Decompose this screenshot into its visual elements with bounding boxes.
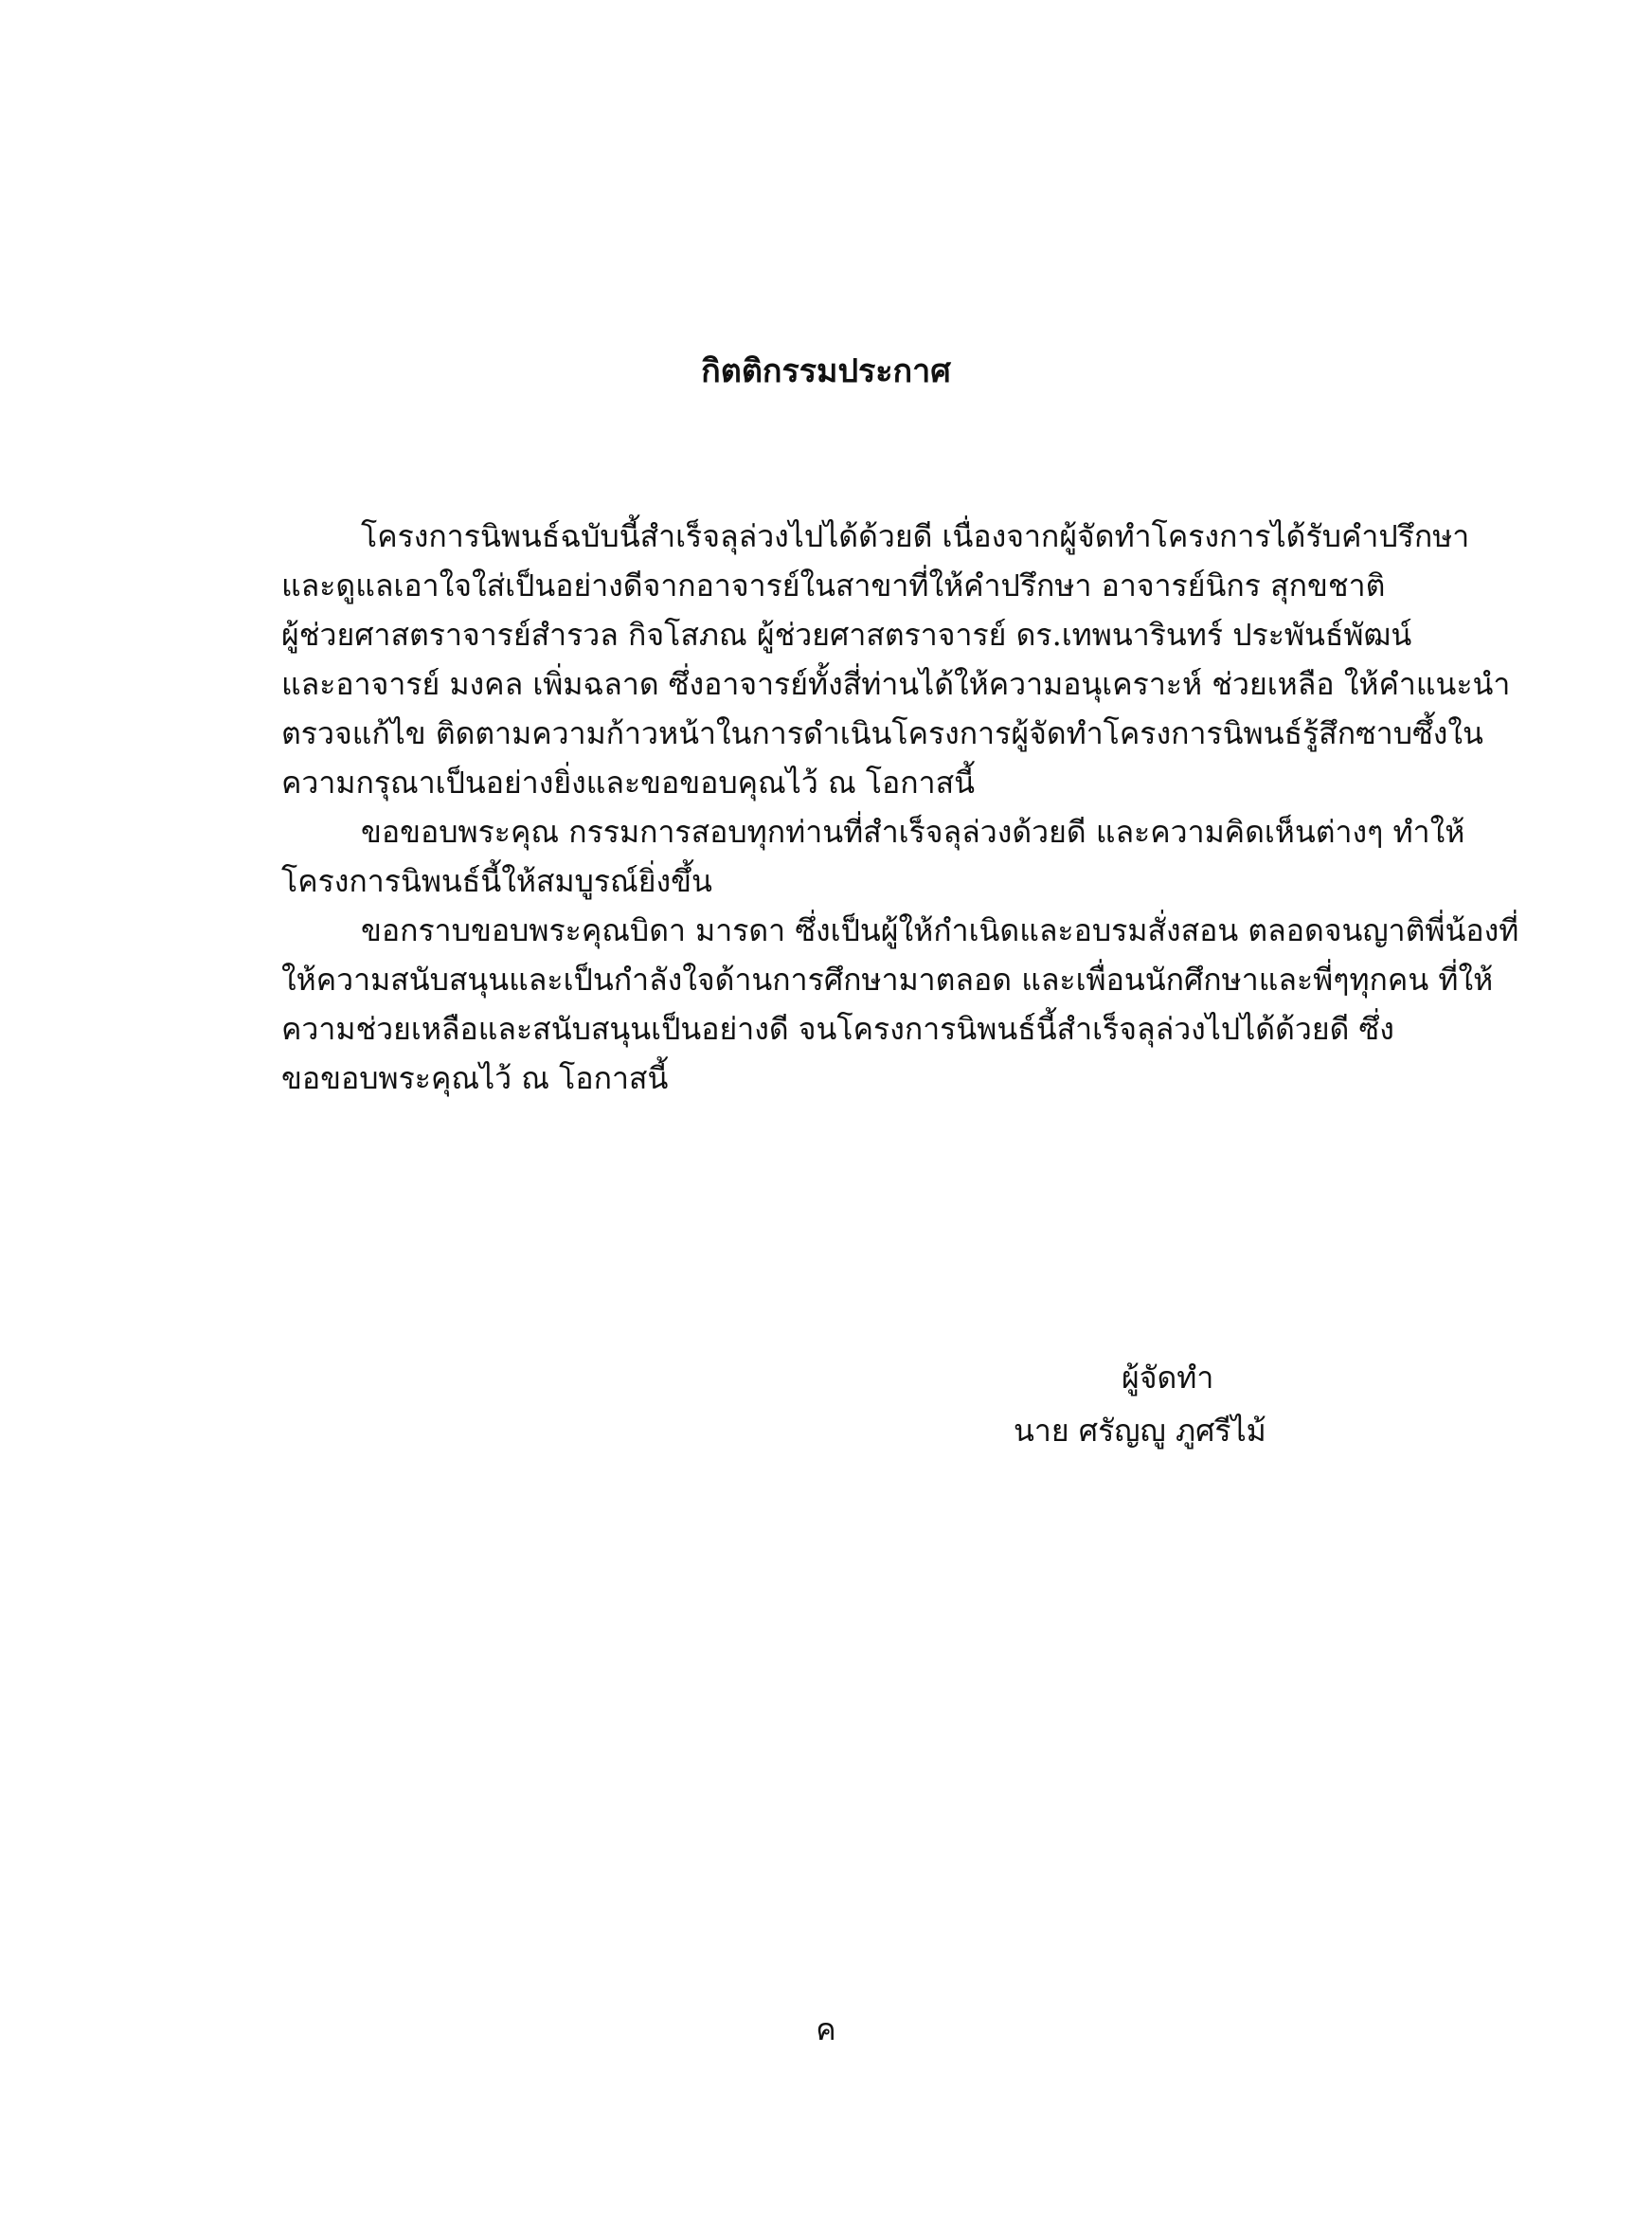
paragraph-line: โครงการนิพนธ์ฉบับนี้สำเร็จลุล่วงไปได้ด้วยดี เนื่องจากผู้จัดทำโครงการได้รับคำปรึกษา xyxy=(361,518,1470,554)
paragraph-line: ความกรุณาเป็นอย่างยิ่งและขอขอบคุณไว้ ณ โอกาสนี้ xyxy=(281,765,975,801)
paragraph-line: ให้ความสนับสนุนและเป็นกำลังใจด้านการศึกษามาตลอด และเพื่อนนักศึกษาและพี่ๆทุกคน ที่ให้ xyxy=(281,962,1494,998)
paragraph-line: ตรวจแก้ไข ติดตามความก้าวหน้าในการดำเนินโครงการผู้จัดทำโครงการนิพนธ์รู้สึกซาบซึ้งใน xyxy=(281,715,1483,751)
paragraph-line: ความช่วยเหลือและสนับสนุนเป็นอย่างดี จนโครงการนิพนธ์นี้สำเร็จลุล่วงไปได้ด้วยดี ซึ่ง xyxy=(281,1011,1394,1047)
paragraph-line: ผู้ช่วยศาสตราจารย์สำรวล กิจโสภณ ผู้ช่วยศาสตราจารย์ ดร.เทพนารินทร์ ประพันธ์พัฒน์ xyxy=(281,617,1412,653)
paragraph-line: โครงการนิพนธ์นี้ให้สมบูรณ์ยิ่งขึ้น xyxy=(281,863,712,899)
page-title: กิตติกรรมประกาศ xyxy=(701,352,951,390)
signature-block xyxy=(1014,1353,1355,1455)
paragraph-line: ขอกราบขอบพระคุณบิดา มารดา ซึ่งเป็นผู้ให้กำเนิดและอบรมสั่งสอน ตลอดจนญาติพี่น้องที่ xyxy=(361,912,1519,948)
page-number: ค xyxy=(816,2011,836,2047)
paragraph-2 xyxy=(281,807,1465,906)
paragraph-line: และอาจารย์ มงคล เพิ่มฉลาด ซึ่งอาจารย์ทั้งสี่ท่านได้ให้ความอนุเคราะห์ ช่วยเหลือ ให้คำแนะนำ xyxy=(281,666,1511,702)
paragraph-line: ขอขอบพระคุณ กรรมการสอบทุกท่านที่สำเร็จลุล่วงด้วยดี และความคิดเห็นต่างๆ ทำให้ xyxy=(361,814,1465,850)
acknowledgement-body xyxy=(281,512,1519,1103)
paragraph-1 xyxy=(281,512,1511,807)
signature-role: ผู้จัดทำ xyxy=(1122,1360,1214,1396)
paragraph-3 xyxy=(281,906,1519,1103)
paragraph-line: ขอขอบพระคุณไว้ ณ โอกาสนี้ xyxy=(281,1060,669,1096)
paragraph-line: และดูแลเอาใจใส่เป็นอย่างดีจากอาจารย์ในสาขาที่ให้คำปรึกษา อาจารย์นิกร สุกขชาติ xyxy=(281,568,1386,604)
signature-name: นาย ศรัญญู ภูศรีไม้ xyxy=(1014,1413,1266,1449)
